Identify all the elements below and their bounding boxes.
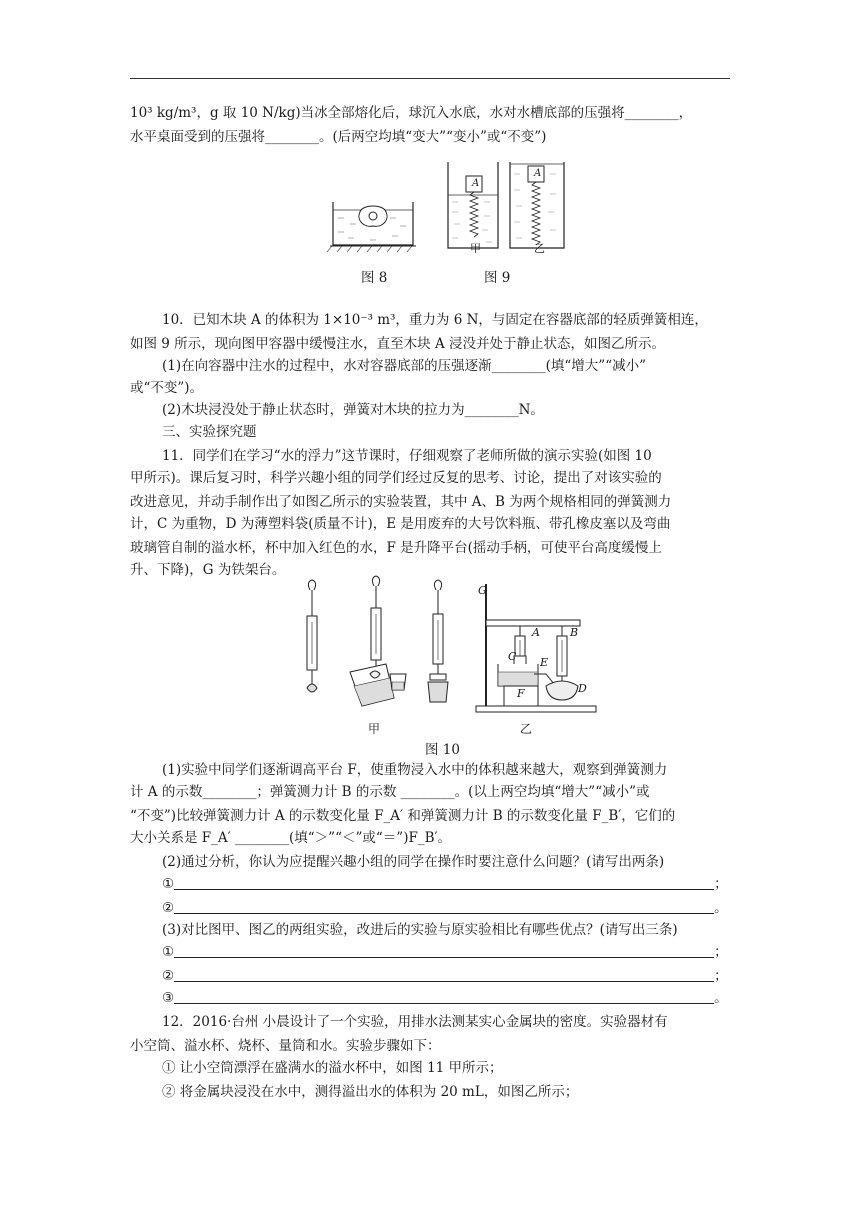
caption-fig-9: 图 9 [484, 270, 511, 286]
text-line: 玻璃管自制的溢水杯，杯中加入红色的水，F 是升降平台(摇动手柄，可使平台高度缓慢上 [130, 540, 662, 556]
text-line: 10³ kg/m³，g 取 10 N/kg)当冰全部熔化后，球沉入水底，水对水槽底部的压强将________， [130, 105, 693, 121]
text-line: 升、下降)，G 为铁架台。 [130, 562, 286, 578]
label-B: B [570, 626, 579, 639]
text-line: 小空筒、溢水杯、烧杯、量筒和水。实验步骤如下： [130, 1038, 441, 1054]
text-line: ① 让小空筒漂浮在盛满水的溢水杯中，如图 11 甲所示； [162, 1060, 503, 1076]
text-line: 计，C 为重物，D 为薄塑料袋(质量不计)，E 是用废弃的大号饮料瓶、带孔橡皮塞以及弯曲 [130, 516, 671, 532]
answer-line[interactable]: ② 。 [162, 900, 728, 916]
figure-10-buoyancy-apparatus [300, 578, 600, 718]
label-E: E [540, 656, 549, 669]
text-line: (3)对比图甲、图乙的两组实验，改进后的实验与原实验相比有哪些优点？(请写出三条) [162, 922, 678, 938]
answer-line[interactable]: ③ 。 [162, 990, 728, 1006]
text-line: 11．同学们在学习“水的浮力”这节课时，仔细观察了老师所做的演示实验(如图 10 [162, 448, 652, 464]
text-line: 水平桌面受到的压强将________。(后两空均填“变大”“变小”或“不变”) [130, 129, 547, 145]
header-rule [130, 78, 730, 79]
label-A: A [534, 168, 542, 179]
section-heading: 三、实验探究题 [162, 424, 257, 440]
label-A: A [472, 178, 480, 189]
text-line: (2)木块浸没处于静止状态时，弹簧对木块的拉力为________N。 [162, 402, 544, 418]
answer-line[interactable]: ① ； [162, 876, 728, 892]
caption-fig-8: 图 8 [361, 270, 388, 286]
text-line: 甲所示)。课后复习时，科学兴趣小组的同学们经过反复的思考、讨论，提出了对该实验的 [130, 470, 662, 486]
text-line: 大小关系是 F_A′ ________(填“＞”“＜”或“＝”)F_B′。 [130, 830, 452, 846]
label-C: C [508, 650, 517, 663]
text-line: ② 将金属块浸没在水中，测得溢出水的体积为 20 mL，如图乙所示； [162, 1084, 579, 1100]
text-line: 改进意见，并动手制作出了如图乙所示的实验装置，其中 A、B 为两个规格相同的弹簧测力 [130, 494, 672, 510]
label-yi: 乙 [520, 722, 533, 736]
caption-fig-10: 图 10 [425, 742, 460, 758]
text-line: (2)通过分析，你认为应提醒兴趣小组的同学在操作时要注意什么问题？(请写出两条) [162, 854, 665, 870]
figure-8-ice-tank [330, 198, 416, 254]
label-D: D [578, 682, 587, 695]
label-G: G [478, 584, 487, 597]
label-F: F [517, 687, 525, 700]
label-A: A [532, 626, 540, 639]
text-line: 10．已知木块 A 的体积为 1×10⁻³ m³，重力为 6 N，与固定在容器底部的轻质弹簧相连， [162, 312, 708, 328]
text-line: 或“不变”)。 [130, 380, 204, 396]
text-line: 12．2016·台州 小晨设计了一个实验，用排水法测某实心金属块的密度。实验器材有 [162, 1014, 668, 1030]
answer-line[interactable]: ② ； [162, 968, 728, 984]
text-line: 如图 9 所示，现向图甲容器中缓慢注水，直至木块 A 浸没并处于静止状态，如图乙所示。 [130, 336, 666, 352]
figure-9-spring-containers [446, 160, 572, 260]
answer-line[interactable]: ① ； [162, 944, 728, 960]
label-yi: 乙 [534, 242, 545, 255]
text-line: (1)实验中同学们逐渐调高平台 F，使重物浸入水中的体积越来越大，观察到弹簧测力 [162, 762, 668, 778]
text-line: 计 A 的示数________；弹簧测力计 B 的示数 ________。(以上两空均填“增大”“减小”或 [130, 784, 650, 800]
label-jia: 甲 [470, 242, 481, 255]
label-jia: 甲 [368, 722, 381, 736]
text-line: (1)在向容器中注水的过程中，水对容器底部的压强逐渐________(填“增大”“减小” [162, 358, 646, 374]
text-line: “不变”)比较弹簧测力计 A 的示数变化量 F_A′ 和弹簧测力计 B 的示数变化量 F_B′，它们的 [130, 808, 676, 824]
